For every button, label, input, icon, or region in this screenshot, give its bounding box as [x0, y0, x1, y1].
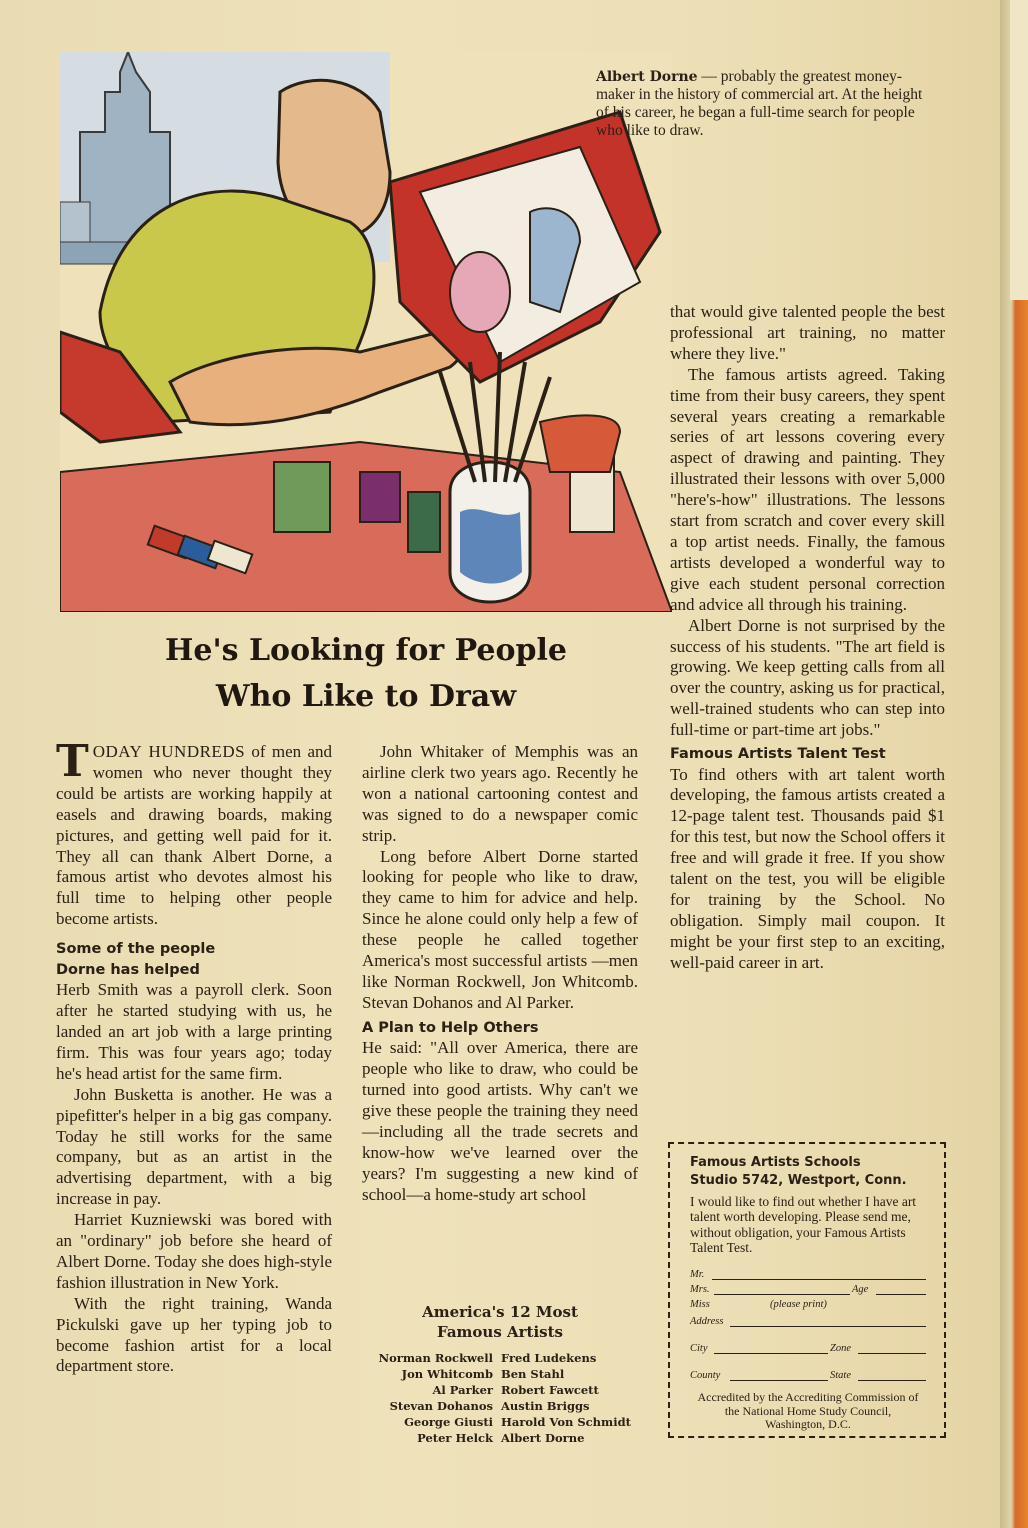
subhead-people-helped-1: Some of the people [56, 941, 216, 958]
label-city: City [690, 1343, 708, 1355]
artist-name: Robert Fawcett [501, 1383, 599, 1397]
paragraph-talent-test: To find others with art talent worth developing, the famous artists created a 12-page talent test. Thousands paid $1 for this test, but now the School offers it free and will grade it free. If you show talent on the test, you will be eligible for training by the School. No obligation. Simply mail coupon. It might be your first step to an exciting, well-paid career in art. [670, 764, 945, 972]
subhead-plan: A Plan to Help Others [362, 1019, 539, 1036]
address-field-line[interactable] [730, 1326, 926, 1327]
artist-name: Harold Von Schmidt [501, 1415, 631, 1429]
label-mrs: Mrs. [690, 1284, 710, 1296]
article-column-3 [670, 302, 945, 974]
coupon-address-row [690, 1314, 926, 1329]
caption-text: — probably the greatest money-maker in the history of commercial art. At the height of his career, he began a full-time search for people who like to draw. [596, 68, 923, 139]
coupon-mrs-row [690, 1282, 926, 1297]
coupon-body: I would like to find out whether I have art talent worth developing. Please send me, without obligation, your Famous Artists Talent Test. [690, 1194, 917, 1255]
city-field-line[interactable] [714, 1353, 828, 1354]
paragraph-artists-agreed: The famous artists agreed. Taking time from their busy careers, they spent several years creating a remarkable series of art lessons covering every aspect of drawing and painting. They illustrated their lessons with over 5,000 "here's-how" illustrations. The lessons start from scratch and cover every skill a top artist needs. Finally, the famous artists developed a wonderful way to give each student personal correction and advice all through his training. [670, 364, 945, 614]
paragraph-john-whitaker: John Whitaker of Memphis was an airline clerk two years ago. Recently he won a national cartooning contest and was signed to do a newspaper comic strip. [362, 742, 638, 845]
paragraph-john-busketta: John Busketta is another. He was a pipefitter's helper in a big gas company. Today he still works for the same company, but as an artist in the advertising department, with a big increase in pay. [56, 1084, 332, 1209]
artist-name: Jon Whitcomb [401, 1367, 493, 1381]
subhead-people-helped-2: Dorne has helped [56, 961, 200, 978]
state-field-line[interactable] [858, 1380, 926, 1381]
intro-paragraph [56, 736, 332, 930]
headline-line-1: He's Looking for People [165, 633, 567, 668]
county-field-line[interactable] [730, 1380, 828, 1381]
label-zone: Zone [830, 1343, 851, 1355]
illustration-caption [596, 68, 936, 140]
coupon-name-row [690, 1267, 926, 1282]
artists-title-2: Famous Artists [437, 1323, 563, 1341]
subhead-talent-test: Famous Artists Talent Test [670, 746, 886, 763]
artist-name: Austin Briggs [501, 1399, 590, 1413]
mail-coupon[interactable] [668, 1142, 946, 1438]
drop-cap: T [56, 736, 89, 787]
paragraph-plan-quote: He said: "All over America, there are people who like to draw, who could be turned into good artists. Why can't we give these people the training they need—including all the trade secrets and know-how we've learned over the years? I'm suggesting a new kind of school—a home-study art school [362, 1038, 638, 1204]
artists-grid [356, 1350, 644, 1446]
artist-name: Al Parker [432, 1383, 493, 1397]
coupon-accreditation: Accredited by the Accrediting Commission of the National Home Study Council, Washington, D.C. [697, 1390, 919, 1432]
paragraph-wanda-pickulski: With the right training, Wanda Pickulski gave up her typing job to become fashion artist for a local department store. [56, 1293, 332, 1376]
age-field-line[interactable] [876, 1294, 926, 1295]
label-address: Address [690, 1316, 724, 1328]
intro-smallcaps: ODAY HUNDREDS [92, 742, 246, 761]
paragraph-harriet-kuzniewski: Harriet Kuzniewski was bored with an "ordinary" job before she heard of Albert Dorne. Today she does high-style fashion illustration in New York. [56, 1210, 332, 1292]
artist-illustration [60, 52, 672, 612]
paragraph-herb-smith: Herb Smith was a payroll clerk. Soon after he started studying with us, he landed an art job with a large printing firm. This was four years ago; today he's head artist for the same firm. [56, 980, 332, 1083]
label-county: County [690, 1370, 721, 1382]
paragraph-quote-end: that would give talented people the best professional art training, no matter where they live." [670, 302, 945, 363]
name-field-line[interactable] [712, 1279, 926, 1280]
artist-name: Stevan Dohanos [389, 1399, 493, 1413]
caption-name: Albert Dorne [596, 69, 698, 85]
artist-name: Norman Rockwell [378, 1351, 493, 1365]
artist-name: Fred Ludekens [501, 1351, 597, 1365]
famous-artists-list [356, 1302, 644, 1446]
coupon-org: Famous Artists Schools [690, 1155, 861, 1170]
label-please-print: (please print) [770, 1299, 827, 1311]
artist-name: Ben Stahl [501, 1367, 565, 1381]
coupon-county-row [690, 1368, 926, 1383]
coupon-city-row [690, 1341, 926, 1356]
label-state: State [830, 1370, 851, 1382]
article-column-2 [362, 742, 638, 1206]
intro-text: of men and women who never thought they could be artists are working happily at easels and drawing boards, making pictures, and getting well paid for it. They all can thank Albert Dorne, a famous artist who devotes almost his full time to helping other people become artists. [56, 742, 332, 929]
headline [60, 628, 672, 720]
label-age: Age [852, 1284, 869, 1296]
coupon-miss-row [690, 1297, 926, 1312]
artist-name: Peter Helck [417, 1431, 493, 1445]
mrs-field-line[interactable] [714, 1294, 850, 1295]
artists-title-1: America's 12 Most [422, 1303, 578, 1321]
artist-name: George Giusti [404, 1415, 493, 1429]
label-mr: Mr. [690, 1269, 705, 1281]
page-edge-highlight [1010, 0, 1028, 300]
headline-line-2: Who Like to Draw [215, 679, 517, 714]
paragraph-not-surprised: Albert Dorne is not surprised by the success of his students. "The art field is growing. We keep getting calls from all over the country, asking us for practical, well-trained students who can step into full-time or part-time art jobs." [670, 615, 945, 740]
label-miss: Miss [690, 1299, 710, 1311]
coupon-address: Studio 5742, Westport, Conn. [690, 1173, 907, 1188]
article-column-1 [56, 736, 332, 1377]
paragraph-dorne-search: Long before Albert Dorne started looking for people who like to draw, they came to him for advice and help. Since he alone could only help a few of these people he called together America's most successful artists —men like Norman Rockwell, Jon Whitcomb. Stevan Dohanos and Al Parker. [362, 846, 638, 1012]
zone-field-line[interactable] [858, 1353, 926, 1354]
artist-name: Albert Dorne [501, 1431, 585, 1445]
